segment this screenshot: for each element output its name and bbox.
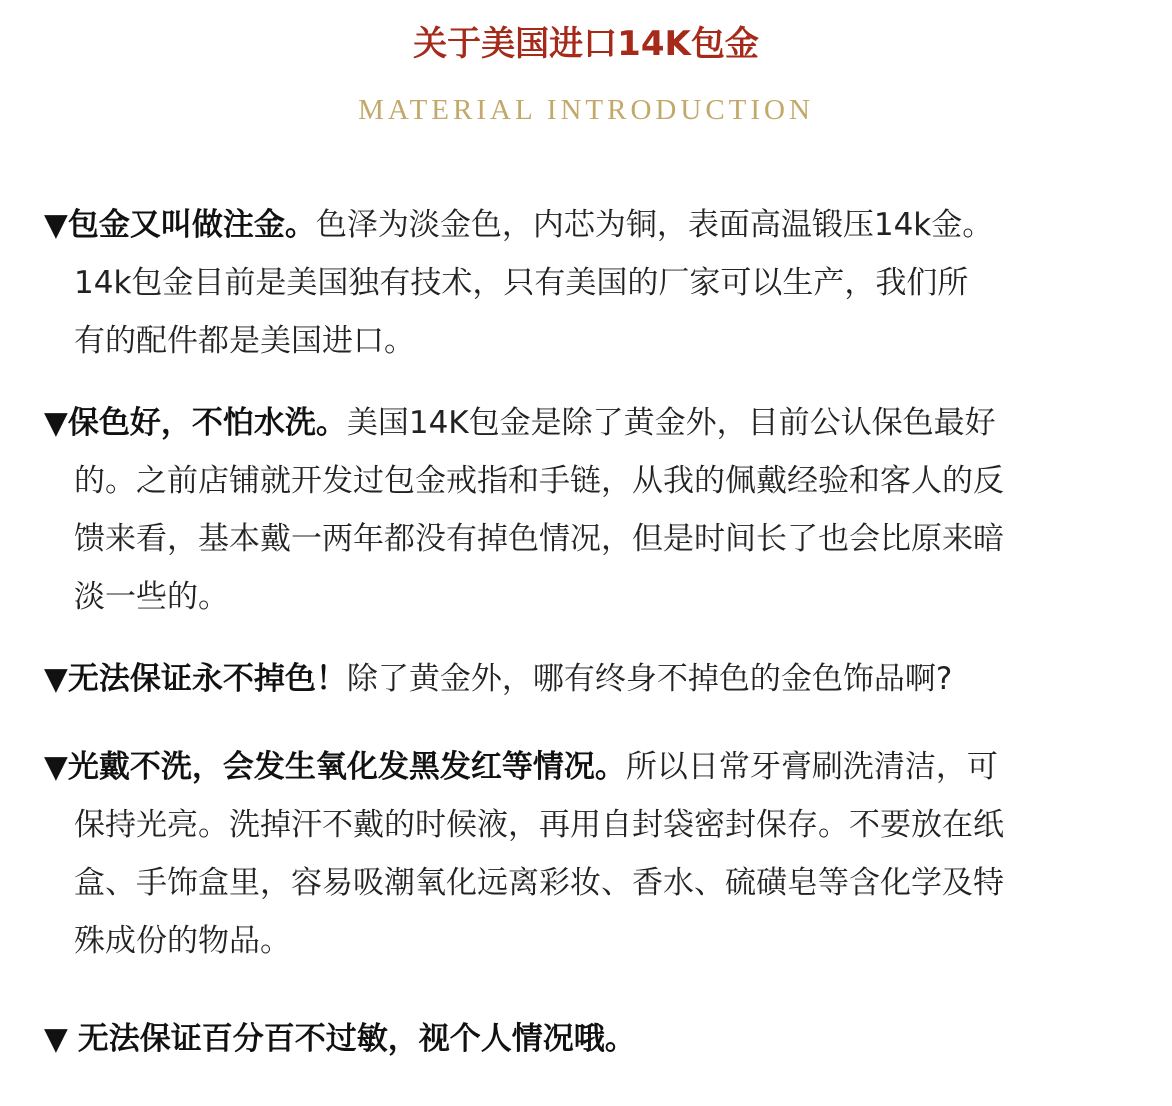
triangle-marker-icon: ▼ (44, 661, 68, 697)
section-text: 色泽为淡金色，内芯为铜，表面高温锻压14k金。 (315, 207, 994, 243)
section-line (44, 650, 1128, 708)
section-heading: 无法保证永不掉色！ (67, 661, 347, 697)
triangle-marker-icon: ▼ (44, 749, 68, 785)
section-line (44, 738, 1128, 796)
section-line (44, 394, 1128, 452)
section-text: 所以日常牙膏刷洗清洁，可 (625, 749, 998, 785)
section-no-guarantee (44, 650, 1128, 708)
section-text: 除了黄金外，哪有终身不掉色的金色饰品啊? (346, 661, 953, 697)
section-line: 有的配件都是美国进口。 (74, 323, 415, 359)
triangle-marker-icon: ▼ (44, 405, 68, 441)
section-line (44, 1010, 1128, 1068)
page-title: 关于美国进口14K包金 (413, 24, 759, 64)
section-allergy (44, 1010, 1128, 1068)
section-line: 殊成份的物品。 (74, 923, 291, 959)
section-line: 保持光亮。洗掉汗不戴的时候液，再用自封袋密封保存。不要放在纸 (74, 807, 1004, 843)
triangle-marker-icon: ▼ (44, 207, 68, 243)
section-text: 美国14K包金是除了黄金外，目前公认保色最好 (346, 405, 996, 441)
section-line (44, 196, 1128, 254)
section-heading: 光戴不洗，会发生氧化发黑发红等情况。 (67, 749, 626, 785)
section-line: 的。之前店铺就开发过包金戒指和手链，从我的佩戴经验和客人的反 (74, 463, 1004, 499)
triangle-marker-icon: ▼ (44, 1021, 68, 1057)
section-care (44, 738, 1128, 970)
section-color-retention (44, 394, 1128, 626)
section-wrapping-gold (44, 196, 1128, 370)
section-heading: 无法保证百分百不过敏，视个人情况哦。 (77, 1021, 636, 1057)
section-line: 淡一些的。 (74, 579, 229, 615)
section-heading: 包金又叫做注金。 (67, 207, 316, 243)
section-line: 盒、手饰盒里，容易吸潮氧化远离彩妆、香水、硫磺皂等含化学及特 (74, 865, 1004, 901)
section-heading: 保色好，不怕水洗。 (67, 405, 347, 441)
section-line: 14k包金目前是美国独有技术，只有美国的厂家可以生产，我们所 (74, 265, 969, 301)
page-subtitle: MATERIAL INTRODUCTION (358, 94, 814, 126)
section-line: 馈来看，基本戴一两年都没有掉色情况，但是时间长了也会比原来暗 (74, 521, 1004, 557)
